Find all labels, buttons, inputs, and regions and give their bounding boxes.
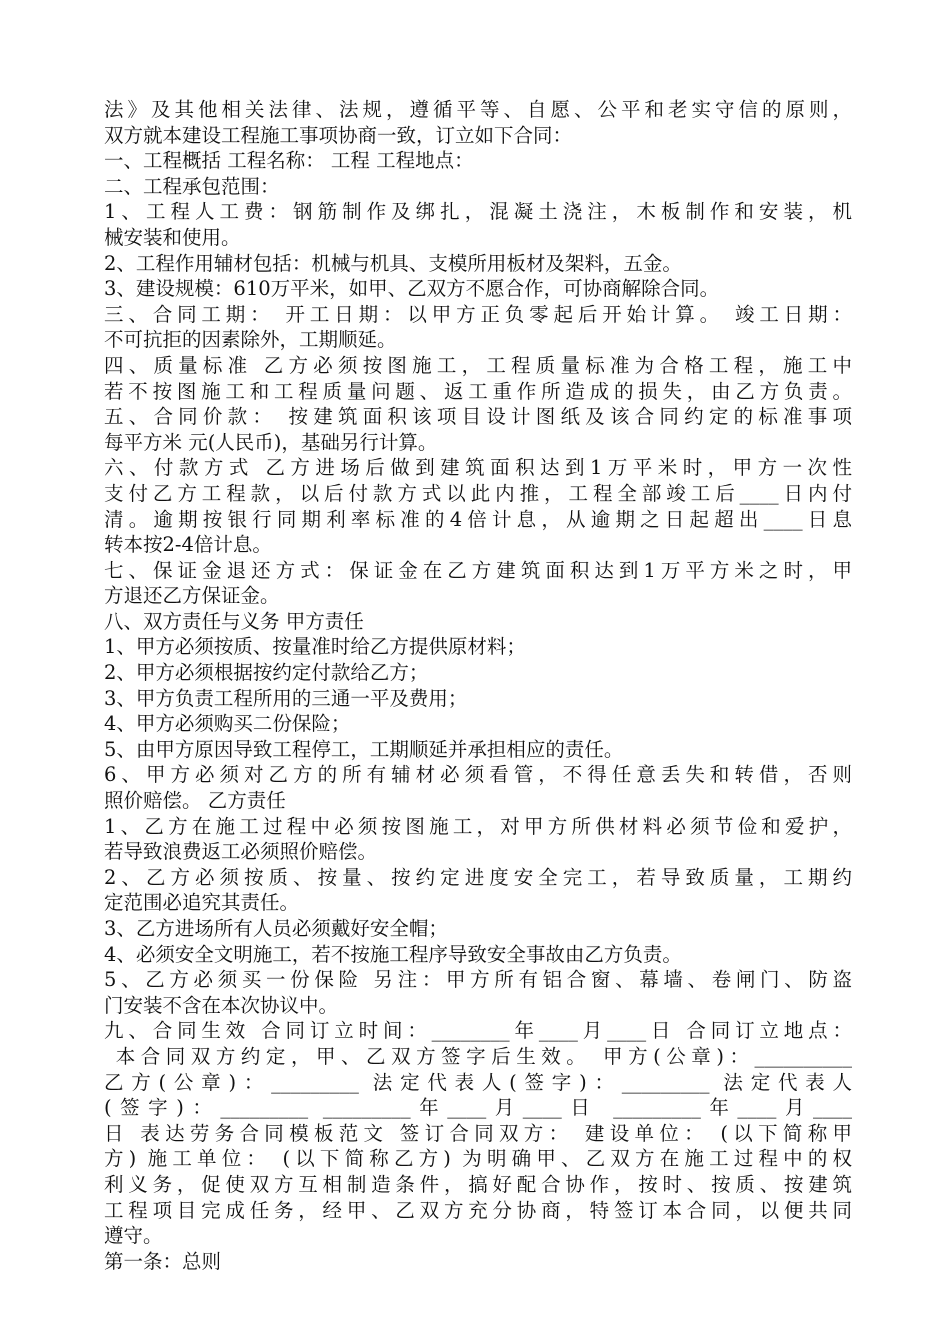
section-heading-3: 三、合同工期： 开工日期：以甲方正负零起后开始计算。 竣工日期：: [104, 302, 852, 326]
section-heading-5: 五、合同价款： 按建筑面积该项目设计图纸及该合同约定的标准事项: [104, 405, 852, 429]
line-42: 方) 施工单位： (以下简称乙方) 为明确甲、乙双方在施工过程中的权: [104, 1147, 852, 1171]
line-08: 3、建设规模：610万平米，如甲、乙双方不愿合作，可协商解除合同。: [104, 277, 720, 301]
line-12: 若不按图施工和工程质量问题、返工重作所造成的损失，由乙方负责。: [104, 379, 852, 403]
section-heading-6: 六、付款方式 乙方进场后做到建筑面积达到1万平米时，甲方一次性: [104, 456, 852, 480]
line-05: 1、工程人工费：钢筋制作及绑扎，混凝土浇注，木板制作和安装，机: [104, 200, 852, 224]
contract-document: [104, 97, 852, 1274]
line-35: 5、乙方必须买一份保险 另注：甲方所有铝合窗、幕墙、卷闸门、防盗: [104, 968, 852, 992]
section-heading-4: 四、质量标准 乙方必须按图施工，工程质量标准为合格工程，施工中: [104, 353, 852, 377]
article-heading-1: 第一条：总则: [104, 1249, 222, 1273]
line-44: 工程项目完成任务，经甲、乙双方充分协商，特签订本合同，以便共同: [104, 1198, 852, 1222]
line-30: 若导致浪费返工必须照价赔偿。: [104, 840, 378, 864]
line-36: 门安装不含在本次协议中。: [104, 993, 339, 1017]
line-06: 械安装和使用。: [104, 225, 241, 249]
section-heading-1: 一、工程概括 工程名称： 工程 工程地点：: [104, 149, 474, 173]
section-heading-8: 八、双方责任与义务 甲方责任: [104, 609, 364, 633]
line-26: 5、由甲方原因导致工程停工，工期顺延并承担相应的责任。: [104, 737, 624, 761]
line-23: 2、甲方必须根据按约定付款给乙方；: [104, 661, 429, 685]
line-01: 法》及其他相关法律、法规，遵循平等、自愿、公平和老实守信的原则，: [104, 98, 852, 121]
line-38: 本合同双方约定，甲、乙双方签字后生效。 甲方(公章)：__________: [104, 1044, 852, 1068]
line-20: 方退还乙方保证金。: [104, 584, 280, 608]
section-heading-7: 七、保证金退还方式：保证金在乙方建筑面积达到1万平方米之时，甲: [104, 558, 852, 582]
line-16: 支付乙方工程款，以后付款方式以此内推，工程全部竣工后____日内付: [104, 481, 852, 505]
line-27: 6、甲方必须对乙方的所有辅材必须看管，不得任意丢失和转借，否则: [104, 763, 852, 787]
line-32: 定范围必追究其责任。: [104, 891, 300, 915]
line-02: 双方就本建设工程施工事项协商一致，订立如下合同：: [104, 123, 573, 147]
line-31: 2、乙方必须按质、按量、按约定进度安全完工，若导致质量，工期约: [104, 865, 852, 889]
section-heading-2: 二、工程承包范围：: [104, 174, 280, 198]
line-45: 遵守。: [104, 1224, 163, 1248]
line-33: 3、乙方进场所有人员必须戴好安全帽；: [104, 917, 448, 940]
line-07: 2、工程作用辅材包括：机械与机具、支模所用板材及架料，五金。: [104, 251, 682, 275]
line-22: 1、甲方必须按质、按量准时给乙方提供原材料；: [104, 635, 526, 659]
line-29: 1、乙方在施工过程中必须按图施工，对甲方所供材料必须节俭和爱护，: [104, 814, 852, 838]
line-41: 日 表达劳务合同模板范文 签订合同双方： 建设单位： (以下简称甲: [104, 1121, 852, 1145]
line-10: 不可抗拒的因素除外，工期顺延。: [104, 328, 397, 352]
line-34: 4、必须安全文明施工，若不按施工程序导致安全事故由乙方负责。: [104, 942, 682, 966]
line-17: 清。逾期按银行同期利率标准的4倍计息，从逾期之日起超出____日息: [104, 507, 852, 531]
line-39: 乙方(公章)：_________ 法定代表人(签字)：_________ 法定代表人: [104, 1070, 852, 1094]
line-18: 转本按2-4倍计息。: [104, 533, 272, 557]
line-28: 照价赔偿。 乙方责任: [104, 789, 286, 813]
line-43: 利义务，促使双方互相制造条件，搞好配合协作，按时、按质、按建筑: [104, 1172, 852, 1196]
line-40: (签字)：_________ _________年____月____日 _________年____月____: [104, 1096, 852, 1120]
line-25: 4、甲方必须购买二份保险；: [104, 712, 351, 736]
line-14: 每平方米 元(人民币)，基础另行计算。: [104, 430, 438, 454]
line-24: 3、甲方负责工程所用的三通一平及费用；: [104, 686, 468, 710]
section-heading-9: 九、合同生效 合同订立时间：________年____月____日 合同订立地点：: [104, 1019, 852, 1043]
